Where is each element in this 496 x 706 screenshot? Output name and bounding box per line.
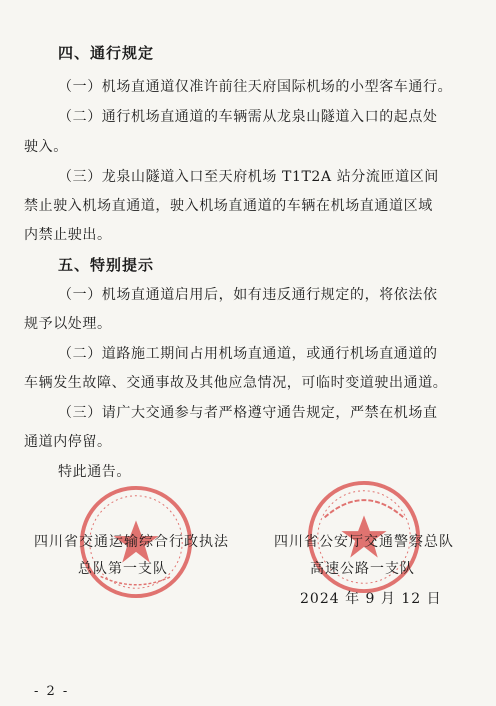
- paragraph-line: （二）道路施工期间占用机场直通道，或通行机场直通道的: [58, 346, 438, 362]
- paragraph-line: 车辆发生故障、交通事故及其他应急情况，可临时变道驶出通道。: [24, 375, 448, 391]
- paragraph-line: （二）通行机场直通道的车辆需从龙泉山隧道入口的起点处: [58, 109, 438, 125]
- signature-right-line1: 四川省公安厅交通警察总队: [274, 534, 454, 550]
- signature-right-line2: 高速公路一支队: [310, 561, 415, 577]
- closing-text: 特此通告。: [58, 464, 131, 480]
- paragraph-line: （三）龙泉山隧道入口至天府机场 T1T2A 站分流匝道区间: [58, 169, 439, 185]
- signature-left-line1: 四川省交通运输综合行政执法: [34, 534, 229, 550]
- paragraph-line: 驶入。: [24, 139, 68, 155]
- paragraph-line: （一）机场直通道启用后，如有违反通行规定的，将依法依: [58, 287, 438, 303]
- paragraph-line: 内禁止驶出。: [24, 227, 112, 243]
- section-heading-special-notes: 五、特别提示: [58, 256, 155, 274]
- paragraph-line: （三）请广大交通参与者严格遵守通告规定，严禁在机场直: [58, 405, 438, 421]
- signature-date: 2024 年 9 月 12 日: [300, 591, 442, 607]
- paragraph-line: 规予以处理。: [24, 316, 112, 332]
- paragraph-line: 通道内停留。: [24, 434, 112, 450]
- section-heading-traffic-rules: 四、通行规定: [58, 44, 155, 62]
- signature-left-line2: 总队第一支队: [78, 561, 168, 577]
- paragraph-line: （一）机场直通道仅准许前往天府国际机场的小型客车通行。: [58, 79, 453, 95]
- page-number: - 2 -: [34, 684, 70, 699]
- paragraph-line: 禁止驶入机场直通道，驶入机场直通道的车辆在机场直通道区域: [24, 198, 433, 214]
